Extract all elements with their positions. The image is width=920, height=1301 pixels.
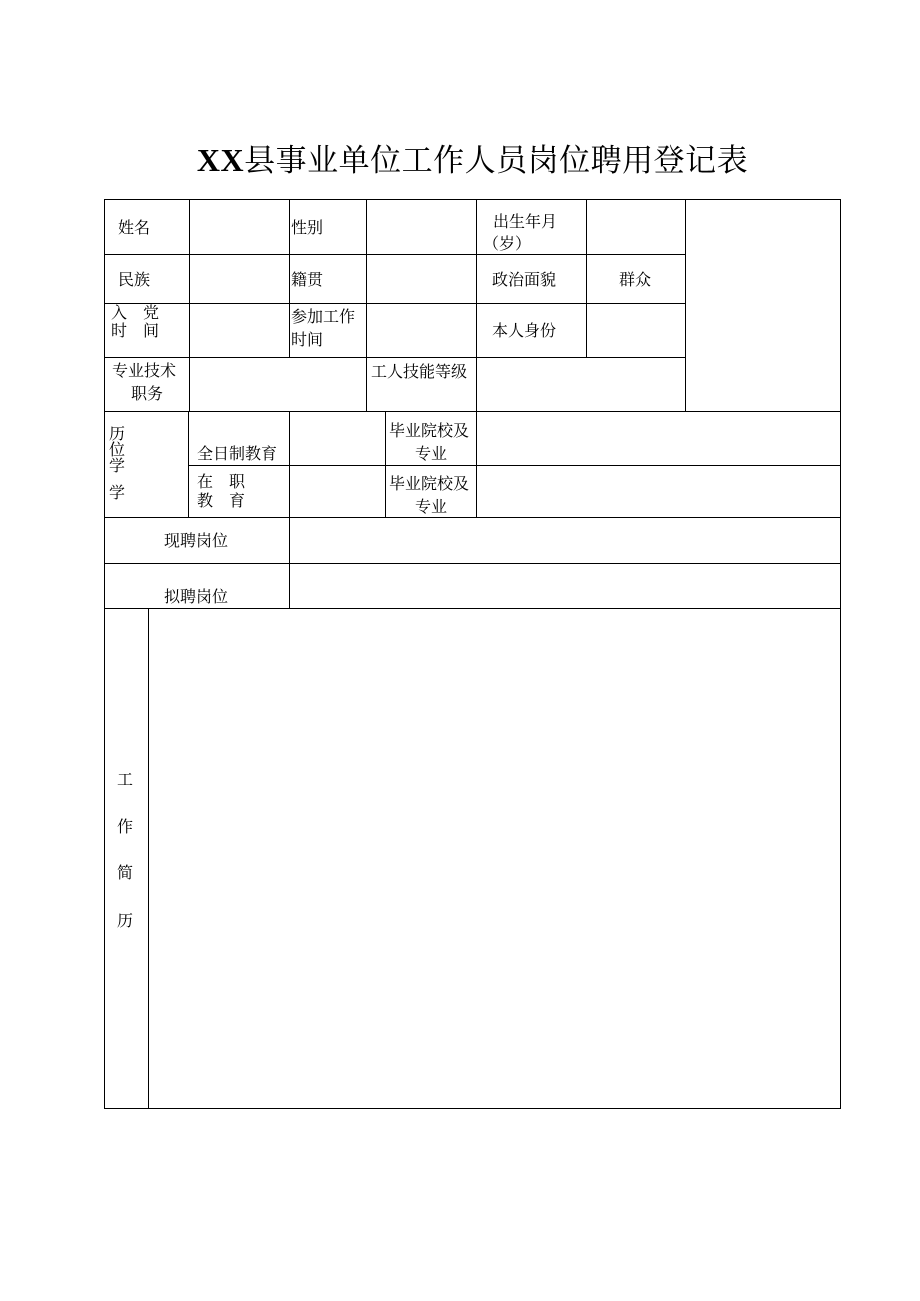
page-title [0,138,920,183]
col-line-b [289,199,290,357]
inservice-edu-label-line2: 教 育 [197,491,246,510]
native-place-field[interactable] [367,255,476,303]
inservice-edu-label-line1: 在 职 [197,472,246,491]
skill-level-label: 工人技能等级 [371,362,468,381]
party-join-label-line1: 入 党 [111,303,160,322]
border-bottom [104,1108,841,1109]
birth-label-line1: 出生年月 [493,212,558,231]
title-text: 县事业单位工作人员岗位聘用登记表 [244,143,749,179]
photo-area [686,200,840,411]
proposed-post-field[interactable] [290,564,840,608]
party-join-label-line2: 时 间 [111,321,160,340]
tech-title-field[interactable] [190,358,366,411]
border-right [840,199,841,1109]
tech-title-label-line2: 职务 [131,384,164,403]
inservice-edu-field[interactable] [290,466,385,517]
resume-char-3: 简 [117,863,134,882]
name-label: 姓名 [118,218,151,237]
ethnicity-label: 民族 [118,270,151,289]
current-post-field[interactable] [290,518,840,563]
gender-label: 性别 [291,218,324,237]
native-place-label: 籍贯 [291,270,324,289]
school-major-field[interactable] [477,412,840,465]
resume-char-4: 历 [117,911,134,930]
fulltime-edu-field[interactable] [290,412,385,465]
resume-char-1: 工 [117,770,134,789]
work-start-label-line2: 时间 [291,330,324,349]
edu-side-char-4: 学 [109,483,126,502]
gender-field[interactable] [367,200,476,254]
fulltime-edu-label: 全日制教育 [197,444,278,463]
identity-field[interactable] [587,304,685,357]
proposed-post-label: 拟聘岗位 [164,587,229,606]
resume-char-2: 作 [117,817,134,836]
school-major2-label-line1: 毕业院校及 [389,474,470,493]
edu-side-char-1: 历 [109,424,126,443]
border-left [104,199,105,1109]
col-line-edu-c [385,411,386,517]
school-major2-field[interactable] [477,466,840,517]
birth-label-line2: （岁） [483,234,532,253]
col-line-edu-a [188,411,189,517]
edu-side-char-2: 位 [109,440,126,459]
school-major-label-line1: 毕业院校及 [389,421,470,440]
school-major-label-line2: 专业 [415,444,448,463]
political-status-value[interactable]: 群众 [619,270,652,289]
work-start-field[interactable] [367,304,476,357]
current-post-label: 现聘岗位 [164,531,229,550]
name-field[interactable] [190,200,289,254]
ethnicity-field[interactable] [190,255,289,303]
school-major2-label-line2: 专业 [415,497,448,516]
identity-label: 本人身份 [492,321,557,340]
party-join-field[interactable] [190,304,289,357]
skill-level-field[interactable] [477,358,685,411]
birth-field[interactable] [587,200,685,254]
edu-side-char-3: 学 [109,456,126,475]
work-resume-field[interactable] [149,609,840,1108]
political-status-label: 政治面貌 [492,270,557,289]
work-start-label-line1: 参加工作 [291,307,356,326]
title-prefix: XX [196,142,245,178]
tech-title-label-line1: 专业技术 [112,361,177,380]
